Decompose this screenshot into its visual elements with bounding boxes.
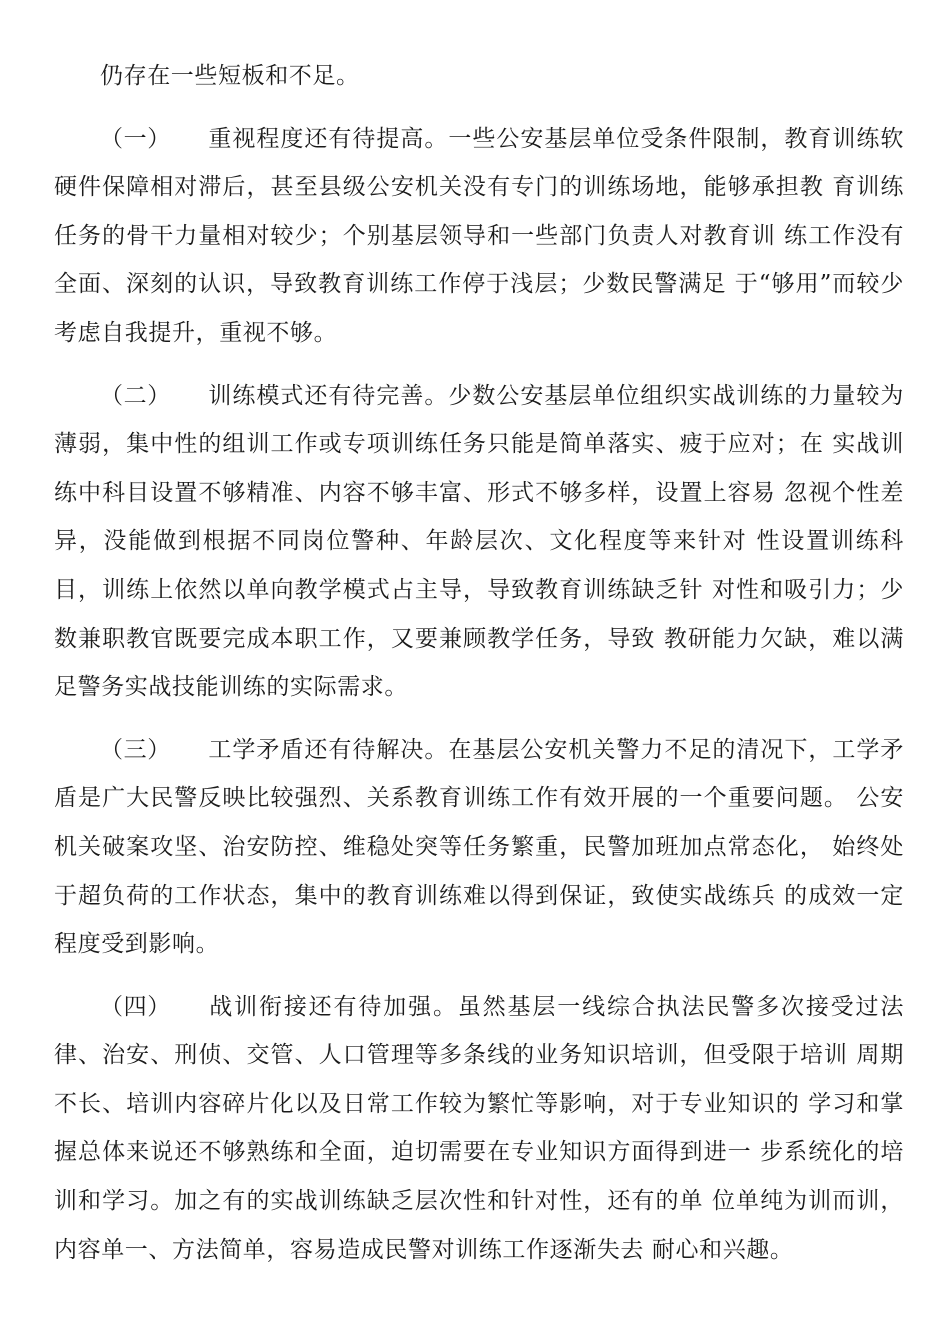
section-text-2: 训练模式还有待完善。少数公安基层单位组织实战训练的力量较为薄弱，集中性的组训工作或专项训练任务只能是简单落实、疲于应对；在 实战训练中科目设置不够精准、内容不够丰富、形式不够多样，设置上容易 忽视个性差异，没能做到根据不同岗位警种、年龄层次、文化程度等来针对 性设置训练科目，训练上依然以单向教学模式占主导，导致教育训练缺乏针 对性和吸引力；少数兼职教官既要完成本职工作，又要兼顾教学任务，导致 教研能力欠缺，难以满足警务实战技能训练的实际需求。 (54, 382, 904, 701)
section-paragraph-2 (54, 372, 904, 712)
section-paragraph-4 (54, 983, 904, 1275)
section-number-4: （四） (100, 993, 171, 1020)
section-number-3: （三） (100, 736, 171, 763)
section-number-2: （二） (100, 382, 171, 409)
section-number-1: （一） (100, 125, 171, 152)
section-text-3: 工学矛盾还有待解决。在基层公安机关警力不足的清况下，工学矛盾是广大民警反映比较强烈、关系教育训练工作有效开展的一个重要问题。 公安机关破案攻坚、治安防控、维稳处突等任务繁重，民警加班加点常态化， 始终处于超负荷的工作状态，集中的教育训练难以得到保证，致使实战练兵 的成效一定程度受到影响。 (54, 736, 904, 958)
document-body (54, 52, 904, 1274)
section-paragraph-3 (54, 726, 904, 969)
section-text-4: 战训衔接还有待加强。虽然基层一线综合执法民警多次接受过法律、治安、刑侦、交管、人口管理等多条线的业务知识培训，但受限于培训 周期不长、培训内容碎片化以及日常工作较为繁忙等影响，对于专业知识的 学习和掌握总体来说还不够熟练和全面，迫切需要在专业知识方面得到进一 步系统化的培训和学习。加之有的实战训练缺乏层次性和针对性，还有的单 位单纯为训而训，内容单一、方法简单，容易造成民警对训练工作逐渐失去 耐心和兴趣。 (54, 993, 904, 1263)
section-text-1: 重视程度还有待提高。一些公安基层单位受条件限制，教育训练软硬件保障相对滞后，甚至县级公安机关没有专门的训练场地，能够承担教 育训练任务的骨干力量相对较少；个别基层领导和一些部门负责人对教育训 练工作没有全面、深刻的认识，导致教育训练工作停于浅层；少数民警满足 于“够用”而较少考虑自我提升，重视不够。 (54, 125, 904, 346)
intro-paragraph: 仍存在一些短板和不足。 (100, 63, 360, 89)
section-paragraph-1 (54, 115, 904, 358)
